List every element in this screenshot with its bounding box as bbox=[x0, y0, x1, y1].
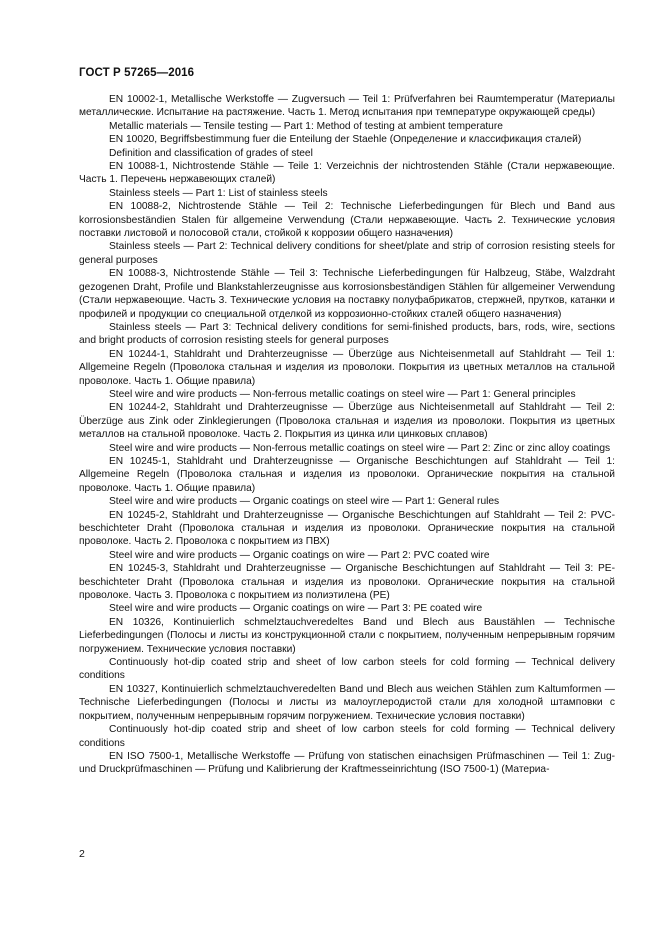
reference-paragraph: Stainless steels — Part 3: Technical delivery conditions for semi-finished products, bars, rods, wire, sections and bright products of corrosion resisting steels for general purposes bbox=[79, 321, 615, 347]
reference-paragraph: EN 10245-1, Stahldraht und Drahterzeugnisse — Organische Beschichtungen auf Stahldraht — Teil 1: Allgemeine Regeln (Проволока стальная и изделия из проволоки. Органические покрытия на стальной проволоке. Часть 1. Общие правила) bbox=[79, 455, 615, 494]
reference-paragraph: EN 10002-1, Metallische Werkstoffe — Zugversuch — Teil 1: Prüfverfahren bei Raumtemperatur (Материалы металлические. Испытание на растяжение. Часть 1. Метод испытания при температуре окружающей среды) bbox=[79, 94, 615, 119]
reference-paragraph: Stainless steels — Part 1: List of stainless steels bbox=[109, 187, 328, 199]
reference-paragraph: Continuously hot-dip coated strip and sheet of low carbon steels for cold forming — Technical delivery conditions bbox=[79, 657, 615, 682]
reference-paragraph: EN 10088-2, Nichtrostende Stähle — Teil 2: Technische Lieferbedingungen für Blech und Band aus korrosionsbeständien Stalen für allgemeine Verwendung (Стали нержавеющие. Часть 2. Технические условия поставки листовой и полосовой стали, стойкой к коррозии общего назначения) bbox=[79, 201, 615, 240]
reference-paragraph: EN 10088-3, Nichtrostende Stähle — Teil 3: Technische Lieferbedingungen für Halbzeug, Stäbe, Walzdraht gezogenen Draht, Profile und Blankstahlerzeugnisse aus korrosionsbeständigen Stählen für allgemeiner Verwendung (Стали нержавеющие. Часть 3. Технические условия на поставку полуфабрикатов, стержней, прутков, катанки и профилей и продукции со специальной отделкой из коррозионно-стойких сталей общего назначения) bbox=[79, 268, 615, 320]
reference-paragraph: EN 10244-1, Stahldraht und Drahterzeugnisse — Überzüge aus Nichteisenmetall auf Stahldraht — Teil 1: Allgemeine Regeln (Проволока стальная и изделия из проволоки. Покрытия из цветных металлов на стальной проволоке. Часть 1. Общие правила) bbox=[79, 348, 615, 387]
reference-paragraph: Stainless steels — Part 2: Technical delivery conditions for sheet/plate and strip of corrosion resisting steels for general purposes bbox=[79, 241, 615, 266]
reference-paragraph: Steel wire and wire products — Organic coatings on wire — Part 2: PVC coated wire bbox=[109, 549, 490, 561]
reference-paragraph: Steel wire and wire products — Non-ferrous metallic coatings on steel wire — Part 2: Zinc or zinc alloy coatings bbox=[109, 442, 611, 454]
reference-paragraph: Steel wire and wire products — Organic coatings on wire — Part 3: PE coated wire bbox=[109, 603, 483, 615]
reference-paragraph: EN 10244-2, Stahldraht und Drahterzeugnisse — Überzüge aus Nichteisenmetall auf Stahldraht — Teil 2: Überzüge aus Zink oder Zinklegierungen (Проволока стальная и изделия из проволоки. Покрытия из цветных металлов на стальной проволоке. Часть 2. Покрытия из цинка или цинковых сплавов) bbox=[79, 402, 615, 441]
reference-paragraph: EN 10245-3, Stahldraht und Drahterzeugnisse — Organische Beschichtungen auf Stahldraht — Teil 3: PE-beschichteter Draht (Проволока стальная и изделия из проволоки. Органические покрытия на стальной проволоке. Часть 3. Проволока с покрытием из полиэтилена (PE) bbox=[79, 563, 615, 602]
references-list bbox=[79, 93, 615, 777]
reference-paragraph: Continuously hot-dip coated strip and sheet of low carbon steels for cold forming — Technical delivery conditions bbox=[79, 724, 615, 749]
reference-paragraph: EN 10020, Begriffsbestimmung fuer die Enteilung der Staehle (Определение и классификация сталей) bbox=[109, 134, 582, 146]
reference-paragraph: EN 10326, Kontinuierlich schmelztauchveredeltes Band und Blech aus Baustählen — Technische Lieferbedingungen (Полосы и листы из конструкционной стали с покрытием, полученным непрерывным горячим погружением. Технические условия поставки) bbox=[79, 616, 615, 655]
reference-paragraph: Metallic materials — Tensile testing — Part 1: Method of testing at ambient temperature bbox=[109, 120, 503, 132]
reference-paragraph: Steel wire and wire products — Organic coatings on steel wire — Part 1: General rules bbox=[109, 496, 500, 508]
reference-paragraph: EN 10245-2, Stahldraht und Drahterzeugnisse — Organische Beschichtungen auf Stahldraht — Teil 2: PVC-beschichteter Draht (Проволока стальная и изделия из проволоки. Органические покрытия на стальной проволоке. Часть 2. Проволока с покрытием из ПВХ) bbox=[79, 509, 615, 548]
reference-paragraph: Steel wire and wire products — Non-ferrous metallic coatings on steel wire — Part 1: General principles bbox=[109, 388, 576, 400]
reference-paragraph: EN 10327, Kontinuierlich schmelztauchveredelten Band und Blech aus weichen Stählen zum Kaltumformen — Technische Lieferbedingungen (Полосы и листы из малоуглеродистой стали для холодной штамповки с покрытием, полученным непрерывным горячим погружением. Технические условия поставки) bbox=[79, 683, 615, 722]
reference-paragraph: EN ISO 7500-1, Metallische Werkstoffe — Prüfung von statischen einachsigen Prüfmaschinen — Teil 1: Zug- und Druckprüfmaschinen — Prüfung und Kalibrierung der Kraftmesseinrichtung (ISO 7500-1) (Материа- bbox=[79, 750, 615, 776]
standard-header: ГОСТ Р 57265—2016 bbox=[79, 67, 195, 79]
page-number: 2 bbox=[79, 848, 85, 860]
reference-paragraph: EN 10088-1, Nichtrostende Stähle — Teile 1: Verzeichnis der nichtrostenden Stähle (Стали нержавеющие. Часть 1. Перечень нержавеющих сталей) bbox=[79, 161, 615, 186]
reference-paragraph: Definition and classification of grades of steel bbox=[109, 147, 313, 159]
